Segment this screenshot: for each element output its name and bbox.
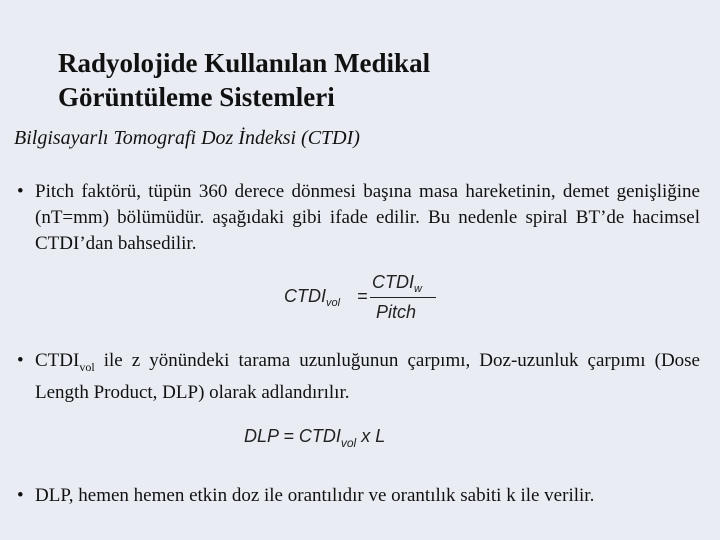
formula-numerator: $CTDI_w$ xyxy=(372,272,422,295)
formula-numerator-subscript: w xyxy=(414,283,422,295)
section-subtitle: Bilgisayarlı Tomografi Doz İndeksi (CTDI) xyxy=(14,127,360,149)
fraction-bar xyxy=(370,297,436,298)
formula-ctdi-vol xyxy=(284,272,444,326)
bullet-text: Pitch faktörü, tüpün 360 derece dönmesi başına masa hareketinin, demet genişliğine (nT=mm) bölümüdür. aşağıdaki gibi ifade edilir. Bu nedenle spiral BT’de hacimsel CTDI’dan bahsedilir. xyxy=(35,181,700,254)
bullet-text xyxy=(35,348,700,406)
formula-dlp xyxy=(244,426,385,450)
title-line-2: Görüntüleme Sistemleri xyxy=(58,82,335,112)
bullet-body: ile z yönündeki tarama uzunluğunun çarpımı, Doz-uzunluk çarpımı (Dose Length Product, DLP) olarak adlandırılır. xyxy=(35,350,700,403)
bullet-ctdi-vol xyxy=(17,348,700,406)
formula-dlp-lhs: DLP = CTDI xyxy=(244,426,341,446)
bullet-lead-subscript: vol xyxy=(79,359,95,374)
formula-equals: = xyxy=(357,286,368,306)
formula-lhs: $CTDI_{vol}$ xyxy=(284,286,341,309)
bullet-lead: CTDI xyxy=(35,350,80,371)
bullet-text: DLP, hemen hemen etkin doz ile orantılıdır ve orantılık sabiti k ile verilir. xyxy=(35,485,595,506)
slide-title xyxy=(58,46,430,114)
bullet-symbol: • xyxy=(17,181,24,202)
formula-dlp-subscript: vol xyxy=(340,436,357,450)
bullet-symbol: • xyxy=(17,350,24,371)
bullet-dlp xyxy=(17,483,700,509)
formula-denominator: Pitch xyxy=(376,302,417,322)
bullet-symbol: • xyxy=(17,485,24,506)
bullet-pitch xyxy=(17,179,700,257)
title-line-1: Radyolojide Kullanılan Medikal xyxy=(58,48,431,78)
formula-dlp-rhs: x L xyxy=(356,426,386,446)
formula-lhs-subscript: vol xyxy=(326,297,341,309)
